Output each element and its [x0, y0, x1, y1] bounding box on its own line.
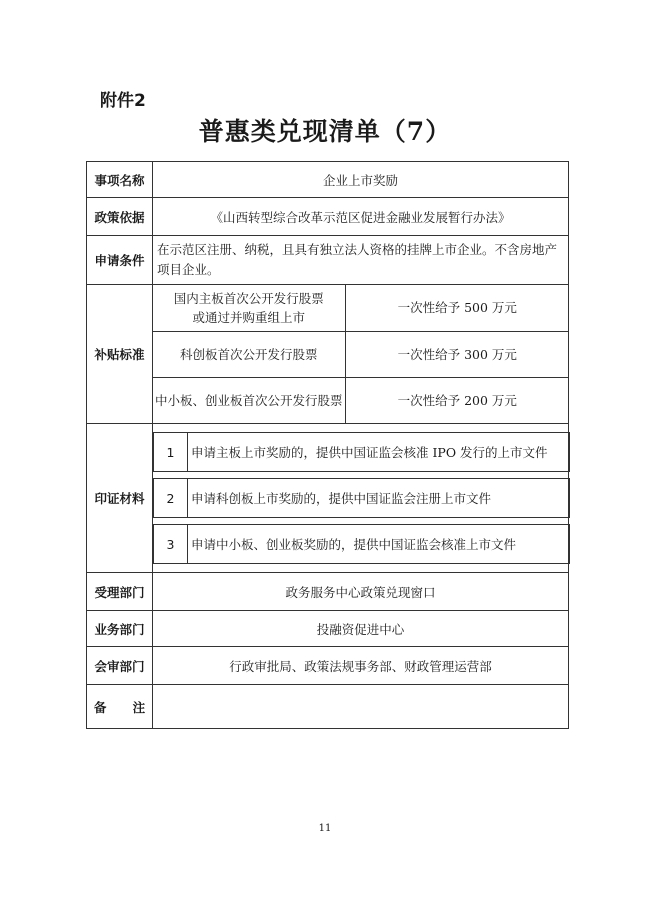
proof-text: 申请中小板、创业板奖励的，提供中国证监会核准上市文件: [188, 525, 570, 564]
remarks-label-a: 备: [93, 699, 107, 715]
proof-row: [154, 479, 570, 518]
item-name-value: 企业上市奖励: [153, 162, 569, 198]
subsidy-type-line1: 国内主板首次公开发行股票: [173, 290, 324, 306]
conditions-value: 在示范区注册、纳税，且具有独立法人资格的挂牌上市企业。不含房地产项目企业。: [153, 236, 569, 285]
row-business-dept: [87, 611, 569, 647]
proof-text: 申请主板上市奖励的，提供中国证监会核准 IPO 发行的上市文件: [188, 433, 570, 472]
policy-basis-value: 《山西转型综合改革示范区促进金融业发展暂行办法》: [153, 198, 569, 236]
row-proof: [87, 424, 569, 573]
subsidy-amount: 一次性给予 300 万元: [345, 331, 569, 377]
row-accepting-dept: [87, 573, 569, 611]
row-remarks: [87, 685, 569, 729]
review-dept-value: 行政审批局、政策法规事务部、财政管理运营部: [153, 647, 569, 685]
subsidy-amount: 一次性给予 500 万元: [345, 285, 569, 331]
remarks-label-b: 注: [132, 699, 146, 715]
proof-text: 申请科创板上市奖励的，提供中国证监会注册上市文件: [188, 479, 570, 518]
proof-number: 3: [154, 525, 188, 564]
conditions-label: 申请条件: [87, 236, 153, 285]
page-title: 普惠类兑现清单（7）: [198, 117, 452, 146]
accepting-dept-label: 受理部门: [87, 573, 153, 611]
proof-row: [154, 525, 570, 564]
remarks-label: [87, 685, 153, 729]
subsidy-type-line2: 或通过并购重组上市: [192, 309, 305, 325]
proof-table: [153, 432, 570, 564]
business-dept-label: 业务部门: [87, 611, 153, 647]
row-item-name: [87, 162, 569, 198]
proof-row: [154, 433, 570, 472]
business-dept-value: 投融资促进中心: [153, 611, 569, 647]
proof-number: 2: [154, 479, 188, 518]
subsidy-type: [153, 285, 345, 331]
subsidy-table: [153, 285, 569, 423]
accepting-dept-value: 政务服务中心政策兑现窗口: [153, 573, 569, 611]
page-number: 11: [318, 823, 332, 834]
proof-number: 1: [154, 433, 188, 472]
proof-label: 印证材料: [87, 424, 153, 573]
row-conditions: [87, 236, 569, 285]
subsidy-type: 科创板首次公开发行股票: [153, 331, 345, 377]
subsidy-row: [153, 377, 569, 423]
subsidy-label: 补贴标准: [87, 285, 153, 424]
subsidy-row: [153, 331, 569, 377]
policy-basis-label: 政策依据: [87, 198, 153, 236]
attachment-label: 附件2: [100, 91, 146, 111]
row-review-dept: [87, 647, 569, 685]
item-name-label: 事项名称: [87, 162, 153, 198]
redemption-table: [86, 161, 569, 729]
subsidy-row: [153, 285, 569, 331]
review-dept-label: 会审部门: [87, 647, 153, 685]
subsidy-amount: 一次性给予 200 万元: [345, 377, 569, 423]
remarks-value: [153, 685, 569, 729]
row-subsidy: [87, 285, 569, 424]
subsidy-type: 中小板、创业板首次公开发行股票: [153, 377, 345, 423]
row-policy-basis: [87, 198, 569, 236]
